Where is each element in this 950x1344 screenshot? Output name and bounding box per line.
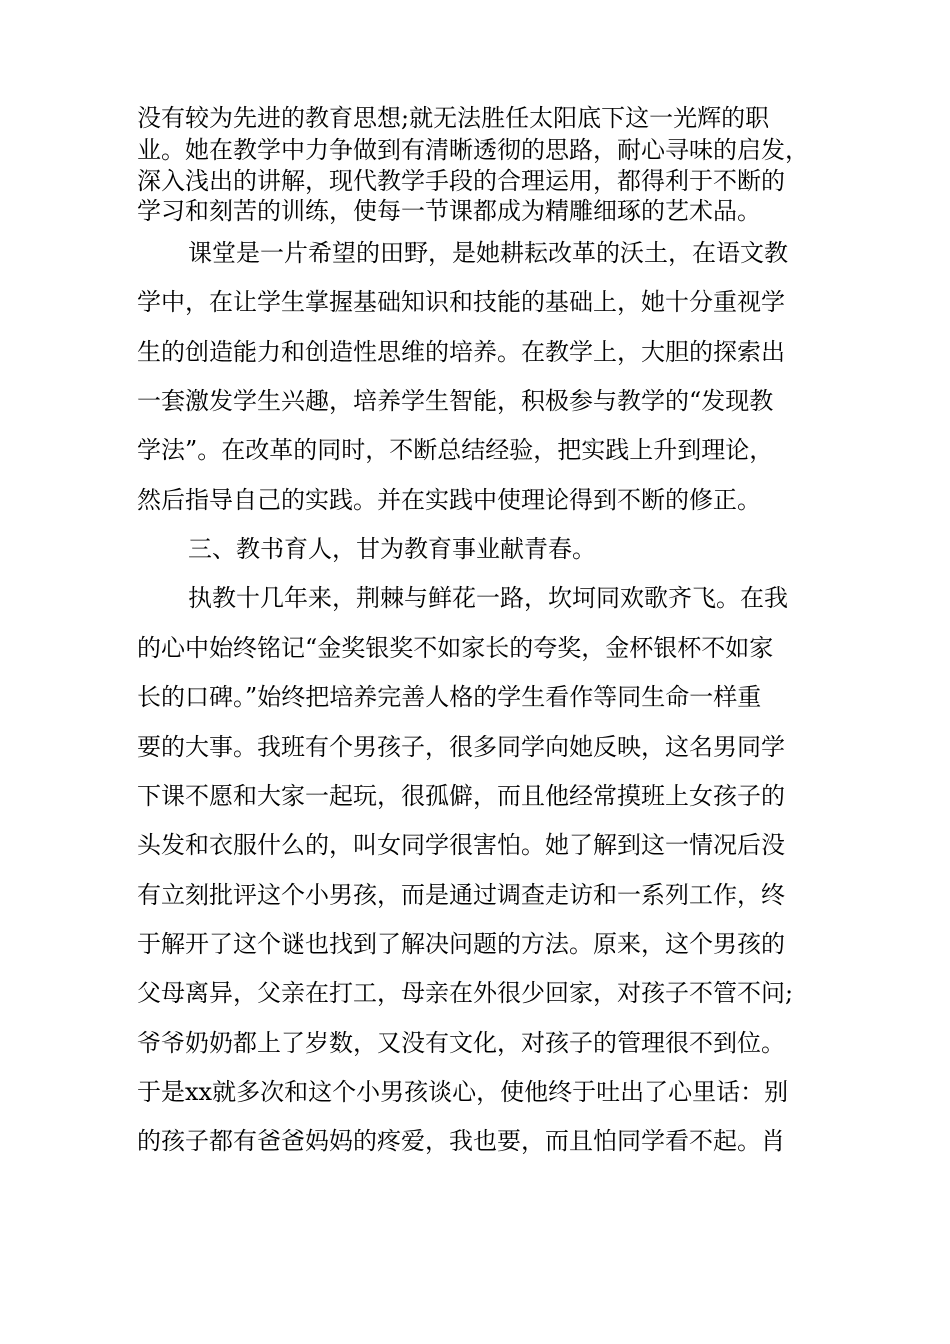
text-line: 学法”。在改革的同时，不断总结经验，把实践上升到理论， bbox=[137, 436, 774, 464]
paragraph-start-line: 课堂是一片希望的田野，是她耕耘改革的沃土，在语文教 bbox=[188, 239, 788, 267]
text-line: 业。她在教学中力争做到有清晰透彻的思路，耐心寻味的启发， bbox=[137, 136, 809, 164]
text-line: 深入浅出的讲解，现代教学手段的合理运用，都得利于不断的 bbox=[137, 167, 785, 195]
text-line: 要的大事。我班有个男孩子，很多同学向她反映，这名男同学 bbox=[137, 733, 785, 761]
text-line: 没有较为先进的教育思想;就无法胜任太阳底下这一光辉的职 bbox=[137, 104, 770, 132]
text-line: 的孩子都有爸爸妈妈的疼爱，我也要，而且怕同学看不起。肖 bbox=[137, 1127, 785, 1155]
text-line: 长的口碑。”始终把培养完善人格的学生看作等同生命一样重 bbox=[137, 683, 762, 711]
text-line: 然后指导自己的实践。并在实践中使理论得到不断的修正。 bbox=[137, 486, 761, 514]
text-line: 父母离异，父亲在打工，母亲在外很少回家，对孩子不管不问; bbox=[137, 979, 794, 1007]
section-heading: 三、教书育人，甘为教育事业献青春。 bbox=[188, 535, 596, 563]
text-line: 有立刻批评这个小男孩，而是通过调查走访和一系列工作，终 bbox=[137, 881, 785, 909]
paragraph-start-line: 执教十几年来，荆棘与鲜花一路，坎坷同欢歌齐飞。在我 bbox=[188, 584, 788, 612]
text-line: 的心中始终铭记“金奖银奖不如家长的夸奖，金杯银杯不如家 bbox=[137, 634, 774, 662]
text-line: 学中，在让学生掌握基础知识和技能的基础上，她十分重视学 bbox=[137, 288, 785, 316]
text-line: 下课不愿和大家一起玩，很孤僻，而且他经常摸班上女孩子的 bbox=[137, 782, 785, 810]
text-line: 于解开了这个谜也找到了解决问题的方法。原来，这个男孩的 bbox=[137, 930, 785, 958]
text-line: 一套激发学生兴趣，培养学生智能，积极参与教学的“发现教 bbox=[137, 387, 774, 415]
text-line: 爷爷奶奶都上了岁数，又没有文化，对孩子的管理很不到位。 bbox=[137, 1029, 785, 1057]
text-line: 头发和衣服什么的，叫女同学很害怕。她了解到这一情况后没 bbox=[137, 831, 785, 859]
text-line: 生的创造能力和创造性思维的培养。在教学上，大胆的探索出 bbox=[137, 338, 785, 366]
text-line: 学习和刻苦的训练，使每一节课都成为精雕细琢的艺术品。 bbox=[137, 197, 761, 225]
text-line: 于是xx就多次和这个小男孩谈心，使他终于吐出了心里话：别 bbox=[137, 1078, 789, 1106]
